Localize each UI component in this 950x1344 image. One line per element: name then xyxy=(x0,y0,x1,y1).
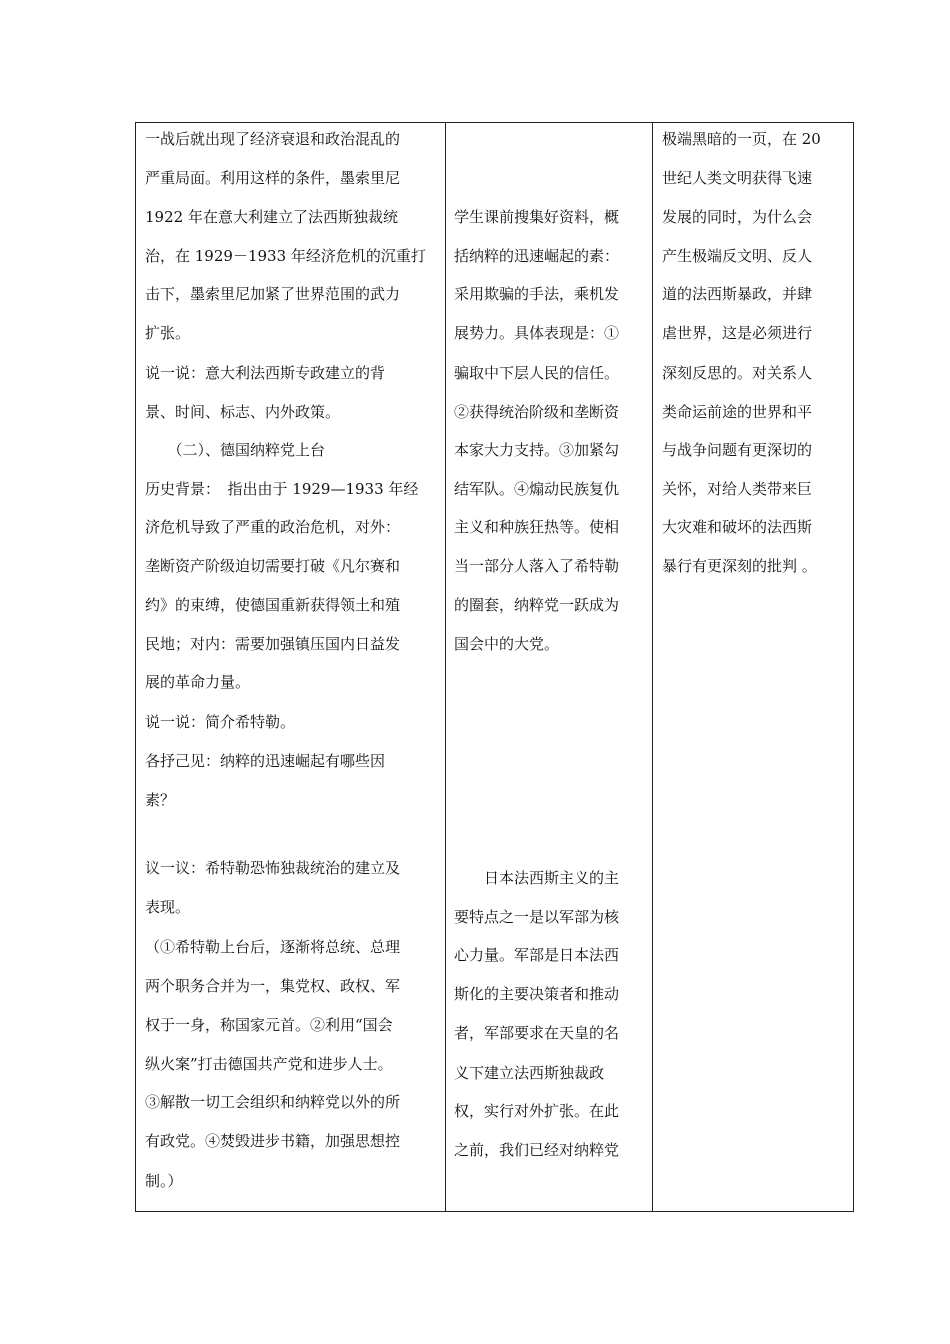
col1-text-line: 济危机导致了严重的政治危机，对外： xyxy=(145,518,401,536)
col1-text-line: 约》的束缚，使德国重新获得领土和殖 xyxy=(145,596,401,614)
col2-text-line: 主义和种族狂热等。使相 xyxy=(454,518,620,536)
col1-text-line: （二）、德国纳粹党上台 xyxy=(145,441,326,459)
col1-text-line: 展的革命力量。 xyxy=(145,673,251,691)
col2-text-line: 的圈套，纳粹党一跃成为 xyxy=(454,596,620,614)
col2-text-line: 括纳粹的迅速崛起的素： xyxy=(454,247,620,265)
col2-text-line: 结军队。④煽动民族复仇 xyxy=(454,480,620,498)
col3-text-line: 暴行有更深刻的批判 。 xyxy=(662,557,817,575)
col3-text-line: 产生极端反文明、反人 xyxy=(662,247,813,265)
col1-text-line: 权于一身，称国家元首。②利用“国会 xyxy=(145,1016,393,1034)
col2-text-line: 要特点之一是以军部为核 xyxy=(454,908,620,926)
lesson-table xyxy=(135,122,854,1212)
col3-text-line: 关怀，对给人类带来巨 xyxy=(662,480,813,498)
col2-text-line: 心力量。军部是日本法西 xyxy=(454,946,620,964)
col2-text-line: 学生课前搜集好资料，概 xyxy=(454,208,620,226)
col3-text-line: 与战争问题有更深切的 xyxy=(662,441,813,459)
col2-text-line: 义下建立法西斯独裁政 xyxy=(454,1064,605,1082)
col2-text-line: 本家大力支持。③加紧勾 xyxy=(454,441,620,459)
col2-text-line: 骗取中下层人民的信任。 xyxy=(454,364,620,382)
col1-text-line: 治，在 1929－1933 年经济危机的沉重打 xyxy=(145,247,426,265)
col3-text-line: 道的法西斯暴政，并肆 xyxy=(662,285,813,303)
column-divider xyxy=(445,123,446,1211)
col3-text-line: 类命运前途的世界和平 xyxy=(662,403,813,421)
col1-text-line: 制。） xyxy=(145,1172,183,1190)
col1-text-line: 有政党。④焚毁进步书籍，加强思想控 xyxy=(145,1132,401,1150)
col1-text-line: 纵火案”打击德国共产党和进步人士。 xyxy=(145,1055,393,1073)
col1-text-line: 垄断资产阶级迫切需要打破《凡尔赛和 xyxy=(145,557,401,575)
col1-text-line: 民地；对内：需要加强镇压国内日益发 xyxy=(145,635,401,653)
col1-text-line: 1922 年在意大利建立了法西斯独裁统 xyxy=(145,208,398,226)
col1-text-line: 扩张。 xyxy=(145,324,191,342)
col1-text-line: 一战后就出现了经济衰退和政治混乱的 xyxy=(145,130,401,148)
col2-text-line: 者，军部要求在天皇的名 xyxy=(454,1024,620,1042)
column-divider xyxy=(652,123,653,1211)
col1-text-line: （①希特勒上台后，逐渐将总统、总理 xyxy=(145,938,401,956)
col1-text-line: 两个职务合并为一，集党权、政权、军 xyxy=(145,977,401,995)
col1-text-line: 表现。 xyxy=(145,898,191,916)
col2-text-line: ②获得统治阶级和垄断资 xyxy=(454,403,620,421)
col1-text-line: 说一说：意大利法西斯专政建立的背 xyxy=(145,364,386,382)
col2-text-line: 展势力。具体表现是：① xyxy=(454,324,620,342)
col3-text-line: 世纪人类文明获得飞速 xyxy=(662,169,813,187)
col1-text-line: 击下，墨索里尼加紧了世界范围的武力 xyxy=(145,285,401,303)
col3-text-line: 深刻反思的。对关系人 xyxy=(662,364,813,382)
col2-text-line: 日本法西斯主义的主 xyxy=(454,869,620,887)
col3-text-line: 发展的同时，为什么会 xyxy=(662,208,813,226)
col1-text-line: 历史背景： 指出由于 1929—1933 年经 xyxy=(145,480,419,498)
col1-text-line: 严重局面。利用这样的条件，墨索里尼 xyxy=(145,169,401,187)
col2-text-line: 国会中的大党。 xyxy=(454,635,560,653)
col1-text-line: 说一说：简介希特勒。 xyxy=(145,713,296,731)
col2-text-line: 当一部分人落入了希特勒 xyxy=(454,557,620,575)
col3-text-line: 虐世界，这是必须进行 xyxy=(662,324,813,342)
col1-text-line: 议一议：希特勒恐怖独裁统治的建立及 xyxy=(145,859,401,877)
col1-text-line: 素？ xyxy=(145,791,176,809)
col2-text-line: 采用欺骗的手法，乘机发 xyxy=(454,285,620,303)
col2-text-line: 斯化的主要决策者和推动 xyxy=(454,985,620,1003)
col2-text-line: 之前，我们已经对纳粹党 xyxy=(454,1141,620,1159)
col1-text-line: 各抒己见：纳粹的迅速崛起有哪些因 xyxy=(145,752,386,770)
col3-text-line: 极端黑暗的一页，在 20 xyxy=(662,130,821,148)
col3-text-line: 大灾难和破坏的法西斯 xyxy=(662,518,813,536)
col2-text-line: 权，实行对外扩张。在此 xyxy=(454,1102,620,1120)
col1-text-line: ③解散一切工会组织和纳粹党以外的所 xyxy=(145,1093,401,1111)
col1-text-line: 景、时间、标志、内外政策。 xyxy=(145,403,341,421)
